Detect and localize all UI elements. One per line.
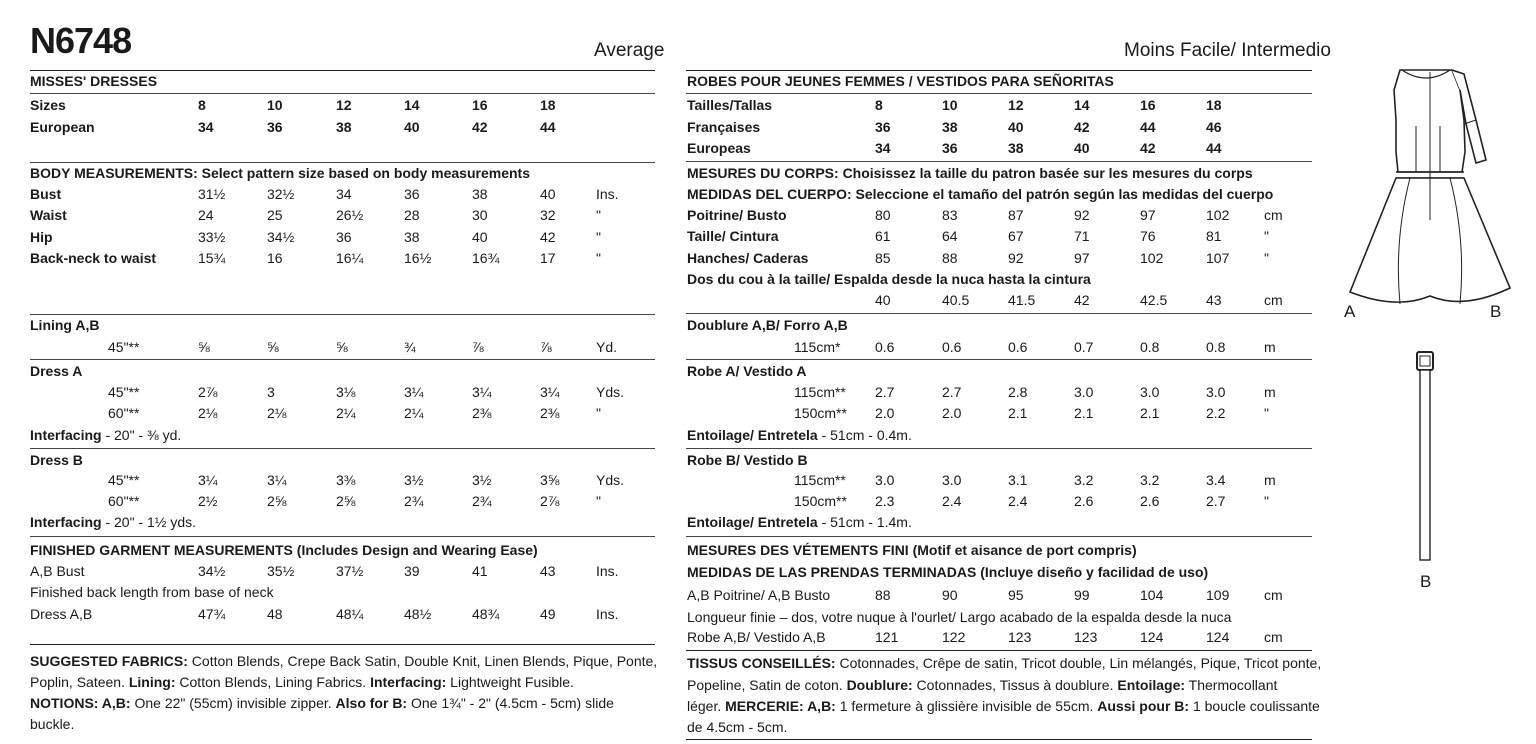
table-cell: 3¼ — [198, 472, 218, 488]
table-cell: 18 — [540, 97, 556, 113]
table-cell: 12 — [336, 97, 352, 113]
fr-lining-label: Doublure A,B/ Forro A,B — [687, 317, 848, 333]
table-cell: 2½ — [198, 493, 218, 509]
pattern-code: N6748 — [30, 20, 132, 61]
table-cell: 2.2 — [1206, 405, 1226, 421]
table-cell: 3.4 — [1206, 472, 1226, 488]
table-cell: 35½ — [267, 563, 295, 579]
table-cell: 3¼ — [472, 384, 492, 400]
table-cell: 3⅝ — [540, 472, 560, 488]
fr-aussi-label: Aussi pour B: — [1097, 698, 1190, 714]
table-cell: 48¼ — [336, 606, 364, 622]
fr-fabrics-line-2 — [687, 677, 1277, 693]
fabric-width: 45"** — [108, 384, 140, 400]
en-interfacing-fabric-text: Lightweight Fusible. — [446, 674, 574, 690]
table-cell: 28 — [404, 207, 420, 224]
table-cell: 42 — [1074, 292, 1090, 308]
unit-label: cm — [1264, 292, 1283, 308]
table-cell: 3½ — [472, 472, 492, 488]
table-cell: 3⅜ — [336, 472, 356, 488]
table-cell: 2⅞ — [540, 493, 560, 509]
fr-robe-a-label: Robe A/ Vestido A — [687, 363, 807, 379]
table-cell: 0.7 — [1074, 339, 1094, 355]
en-interfacing-value: - 20" - 1½ yds. — [101, 514, 197, 530]
fabric-width: 45"** — [108, 339, 140, 355]
table-cell: 64 — [942, 228, 958, 245]
table-cell: 2⅞ — [198, 384, 218, 400]
en-interfacing-label: Interfacing — [30, 427, 102, 443]
fabric-width: 115cm** — [794, 384, 846, 400]
en-also-text: One 1¾" - 2" (4.5cm - 5cm) slide — [407, 695, 614, 711]
en-lining-label: Lining A,B — [30, 317, 100, 333]
table-cell: 38 — [1008, 140, 1024, 156]
fr-mercerie-label: MERCERIE: A,B: — [725, 698, 836, 714]
fr-back-neck-label: Dos du cou à la taille/ Espalda desde la nuca hasta la cintura — [687, 271, 1091, 287]
table-cell: 97 — [1140, 207, 1156, 223]
table-cell: 36 — [267, 119, 283, 135]
table-cell: 2⅛ — [198, 405, 218, 421]
table-cell: 2¼ — [404, 405, 424, 421]
en-dress-a-interfacing — [30, 427, 181, 443]
table-cell: 40 — [404, 119, 420, 135]
fabric-width: 150cm** — [794, 405, 847, 421]
table-cell: 2⅜ — [472, 405, 492, 421]
fr-robe-b-interfacing — [687, 514, 912, 530]
table-cell: 3.0 — [1140, 384, 1160, 400]
unit-label: Ins. — [596, 606, 619, 622]
table-cell: 38 — [942, 119, 958, 135]
table-cell: 3 — [267, 384, 275, 400]
table-cell: 26½ — [336, 207, 364, 224]
table-cell: 14 — [1074, 97, 1090, 113]
fr-robe-a-interfacing — [687, 427, 912, 443]
table-cell: 67 — [1008, 228, 1024, 245]
table-cell: ⅝ — [267, 339, 279, 355]
fr-entoilage-fabric-text: Thermocollant — [1185, 677, 1278, 693]
fr-entoilage-label: Entoilage/ Entretela — [687, 514, 818, 530]
row-label: Waist — [30, 207, 67, 224]
table-cell: 97 — [1074, 249, 1090, 266]
en-suggested-label: SUGGESTED FABRICS: — [30, 653, 188, 669]
table-cell: 0.8 — [1206, 339, 1226, 355]
table-cell: 2.1 — [1074, 405, 1094, 421]
table-cell: 124 — [1140, 629, 1164, 645]
row-label: A,B Poitrine/ A,B Busto — [687, 587, 831, 603]
en-lining-fabric-label: Lining: — [128, 674, 176, 690]
en-notions-line — [30, 695, 614, 711]
dress-label-a: A — [1344, 302, 1356, 321]
fr-doublure-label: Doublure: — [846, 677, 913, 693]
fabric-width: 60"** — [108, 493, 140, 509]
table-cell: 109 — [1206, 587, 1230, 603]
difficulty-en: Average — [594, 40, 665, 61]
row-label: Sizes — [30, 97, 66, 113]
row-label: European — [30, 119, 95, 135]
table-cell: 16¼ — [336, 249, 364, 266]
table-cell: 48¾ — [472, 606, 500, 622]
dress-label-b: B — [1490, 302, 1502, 321]
table-cell: 36 — [942, 140, 958, 156]
table-cell: 34½ — [198, 563, 226, 579]
table-cell: 3.2 — [1140, 472, 1160, 488]
en-suggested-text: Cotton Blends, Crepe Back Satin, Double Knit, Linen Blends, Pique, Ponte, — [187, 653, 658, 669]
en-fabrics-text: Poplin, Sateen. — [30, 674, 129, 690]
table-cell: 2.7 — [942, 384, 962, 400]
table-cell: 2.4 — [942, 493, 962, 509]
unit-label: cm — [1264, 587, 1283, 603]
table-cell: 88 — [875, 587, 891, 603]
table-cell: 33½ — [198, 228, 226, 245]
fr-finished-heading: MESURES DES VÉTEMENTS FINI (Motif et aisance de port compris) — [687, 542, 1137, 558]
en-finished-back-text: Finished back length from base of neck — [30, 584, 274, 600]
unit-label: Ins. — [596, 186, 619, 202]
fr-leger-text: léger. — [687, 698, 726, 714]
unit-label: " — [596, 249, 601, 266]
table-cell: 16 — [1140, 97, 1156, 113]
en-interfacing-fabric-label: Interfacing: — [370, 674, 447, 690]
row-label: A,B Bust — [30, 563, 85, 579]
table-cell: 3¼ — [540, 384, 560, 400]
row-label: Hanches/ Caderas — [687, 249, 809, 266]
table-cell: 44 — [540, 119, 556, 135]
table-cell: 37½ — [336, 563, 364, 579]
es-body-heading: MEDIDAS DEL CUERPO: Seleccione el tamaño del patrón según las medidas del cuerpo — [687, 186, 1274, 202]
dress-illustration — [1340, 60, 1520, 320]
table-cell: 2.1 — [1008, 405, 1028, 421]
table-cell: 32½ — [267, 186, 295, 202]
table-cell: 83 — [942, 207, 958, 223]
table-cell: 123 — [1008, 629, 1032, 645]
table-cell: 34 — [875, 140, 891, 156]
table-cell: 41 — [472, 563, 488, 579]
unit-label: Yds. — [596, 384, 625, 400]
table-cell: 40 — [472, 228, 488, 245]
table-cell: 38 — [404, 228, 420, 245]
table-cell: 3.0 — [942, 472, 962, 488]
table-cell: 3½ — [404, 472, 424, 488]
unit-label: " — [1264, 249, 1269, 266]
table-cell: 2.6 — [1074, 493, 1094, 509]
fr-entoilage-fabric-label: Entoilage: — [1117, 677, 1186, 693]
unit-label: cm — [1264, 207, 1283, 223]
table-cell: 85 — [875, 249, 891, 266]
unit-label: " — [596, 207, 601, 224]
table-cell: 76 — [1140, 228, 1156, 245]
table-cell: 48 — [267, 606, 283, 622]
table-cell: 124 — [1206, 629, 1230, 645]
row-label: Back-neck to waist — [30, 249, 157, 266]
table-cell: 17 — [540, 249, 556, 266]
table-cell: 42 — [472, 119, 488, 135]
table-cell: 24 — [198, 207, 214, 224]
en-lining-fabric-text: Cotton Blends, Lining Fabrics. — [175, 674, 371, 690]
table-cell: 2.7 — [875, 384, 895, 400]
table-cell: 102 — [1206, 207, 1230, 223]
unit-label: " — [1264, 228, 1269, 245]
en-notions-text: One 22" (55cm) invisible zipper. — [130, 695, 336, 711]
table-cell: 121 — [875, 629, 899, 645]
table-cell: ⅞ — [540, 339, 552, 355]
table-cell: 2.8 — [1008, 384, 1028, 400]
table-cell: 31½ — [198, 186, 226, 202]
table-cell: 36 — [875, 119, 891, 135]
table-cell: 71 — [1074, 228, 1090, 245]
table-cell: 0.6 — [875, 339, 895, 355]
en-interfacing-label: Interfacing — [30, 514, 102, 530]
table-cell: 18 — [1206, 97, 1222, 113]
table-cell: 104 — [1140, 587, 1164, 603]
table-cell: 8 — [875, 97, 883, 113]
table-cell: 38 — [336, 119, 352, 135]
table-cell: 16¾ — [472, 249, 500, 266]
fr-mercerie-line — [687, 698, 1320, 714]
fr-aussi-text: 1 boucle coulissante — [1189, 698, 1320, 714]
en-notions-label: NOTIONS: A,B: — [30, 695, 131, 711]
table-cell: ¾ — [404, 339, 416, 355]
unit-label: m — [1264, 472, 1276, 488]
row-label: Taille/ Cintura — [687, 228, 779, 245]
en-dress-a-label: Dress A — [30, 363, 83, 379]
table-cell: 3¼ — [404, 384, 424, 400]
table-cell: 2.6 — [1140, 493, 1160, 509]
table-cell: 92 — [1074, 207, 1090, 223]
table-cell: 40 — [540, 186, 556, 202]
table-cell: 2¾ — [472, 493, 492, 509]
table-cell: 3.0 — [1206, 384, 1226, 400]
unit-label: " — [1264, 493, 1269, 509]
fr-robe-b-label: Robe B/ Vestido B — [687, 452, 808, 468]
row-label: Françaises — [687, 119, 761, 135]
en-interfacing-value: - 20" - ⅜ yd. — [101, 427, 182, 443]
unit-label: " — [596, 493, 601, 509]
table-cell: 2.1 — [1140, 405, 1160, 421]
table-cell: 2.0 — [942, 405, 962, 421]
unit-label: cm — [1264, 629, 1283, 645]
table-cell: 2.0 — [875, 405, 895, 421]
row-label: Robe A,B/ Vestido A,B — [687, 629, 826, 645]
table-cell: 0.6 — [1008, 339, 1028, 355]
table-cell: 16½ — [404, 249, 432, 266]
table-cell: ⅝ — [336, 339, 348, 355]
fabric-width: 150cm** — [794, 493, 847, 509]
table-cell: 42.5 — [1140, 292, 1168, 308]
table-cell: 90 — [942, 587, 958, 603]
table-cell: 2⅜ — [540, 405, 560, 421]
table-cell: 41.5 — [1008, 292, 1036, 308]
table-cell: 44 — [1206, 140, 1222, 156]
table-cell: 81 — [1206, 228, 1222, 245]
table-cell: 2⅝ — [267, 493, 287, 509]
table-cell: 87 — [1008, 207, 1024, 223]
table-cell: 95 — [1008, 587, 1024, 603]
en-title: MISSES' DRESSES — [30, 73, 158, 89]
unit-label: m — [1264, 339, 1276, 355]
unit-label: m — [1264, 384, 1276, 400]
table-cell: ⅞ — [472, 339, 484, 355]
table-cell: 2.3 — [875, 493, 895, 509]
table-cell: 0.8 — [1140, 339, 1160, 355]
table-cell: 61 — [875, 228, 891, 245]
table-cell: 14 — [404, 97, 420, 113]
table-cell: 0.6 — [942, 339, 962, 355]
table-cell: 44 — [1140, 119, 1156, 135]
en-dress-b-label: Dress B — [30, 452, 83, 468]
table-cell: 2¼ — [336, 405, 356, 421]
table-cell: 40 — [875, 292, 891, 308]
row-label: Bust — [30, 186, 62, 202]
unit-label: " — [596, 228, 601, 245]
table-cell: 34 — [198, 119, 214, 135]
fabric-width: 60"** — [108, 405, 140, 421]
table-cell: 38 — [472, 186, 488, 202]
table-cell: 3.0 — [875, 472, 895, 488]
table-cell: 2⅝ — [336, 493, 356, 509]
unit-label: Yd. — [596, 339, 618, 355]
table-cell: 16 — [267, 249, 283, 266]
fr-mercerie-text: 1 fermeture à glissière invisible de 55cm. — [835, 698, 1098, 714]
table-cell: 43 — [540, 563, 556, 579]
table-cell: ⅝ — [198, 339, 210, 355]
table-cell: 48½ — [404, 606, 432, 622]
table-cell: 40 — [1074, 140, 1090, 156]
en-finished-heading: FINISHED GARMENT MEASUREMENTS (Includes Design and Wearing Ease) — [30, 542, 538, 558]
table-cell: 10 — [942, 97, 958, 113]
fr-fabrics-line-1 — [687, 655, 1321, 671]
unit-label: Yds. — [596, 472, 625, 488]
table-cell: 34 — [336, 186, 352, 202]
table-cell: 42 — [1074, 119, 1090, 135]
row-label: Tailles/Tallas — [687, 97, 773, 113]
belt-label: B — [1420, 572, 1432, 591]
table-cell: 40 — [1008, 119, 1024, 135]
table-cell: 80 — [875, 207, 891, 223]
fabric-width: 115cm** — [794, 472, 846, 488]
fabric-width: 115cm* — [794, 339, 841, 355]
table-cell: 122 — [942, 629, 966, 645]
table-cell: 92 — [1008, 249, 1024, 266]
table-cell: 3¼ — [267, 472, 287, 488]
table-cell: 32 — [540, 207, 556, 224]
fr-entoilage-label: Entoilage/ Entretela — [687, 427, 818, 443]
table-cell: 49 — [540, 606, 556, 622]
unit-label: Ins. — [596, 563, 619, 579]
table-cell: 3.2 — [1074, 472, 1094, 488]
table-cell: 40.5 — [942, 292, 970, 308]
table-cell: 3.1 — [1008, 472, 1028, 488]
belt-strap — [1420, 370, 1430, 560]
table-cell: 25 — [267, 207, 283, 224]
table-cell: 102 — [1140, 249, 1164, 266]
fr-fabrics-text: Popeline, Satin de coton. — [687, 677, 847, 693]
fr-title: ROBES POUR JEUNES FEMMES / VESTIDOS PARA SEÑORITAS — [687, 73, 1114, 89]
row-label: Europeas — [687, 140, 751, 156]
unit-label: " — [596, 405, 601, 421]
fr-mercerie-line-2: de 4.5cm - 5cm. — [687, 719, 788, 735]
row-label: Dress A,B — [30, 606, 93, 622]
table-cell: 30 — [472, 207, 488, 224]
fr-body-heading: MESURES DU CORPS: Choisissez la taille du patron basée sur les mesures du corps — [687, 165, 1253, 181]
belt-illustration — [1410, 350, 1440, 565]
en-body-heading: BODY MEASUREMENTS: Select pattern size based on body measurements — [30, 165, 530, 181]
table-cell: 16 — [472, 97, 488, 113]
en-fabrics-line-2 — [30, 674, 574, 690]
table-cell: 12 — [1008, 97, 1024, 113]
fr-doublure-text: Cotonnades, Tissus à doublure. — [912, 677, 1118, 693]
table-cell: 8 — [198, 97, 206, 113]
table-cell: 3⅛ — [336, 384, 356, 400]
table-cell: 107 — [1206, 249, 1230, 266]
en-fabrics-line-1 — [30, 653, 657, 669]
en-notions-line-2: buckle. — [30, 716, 75, 732]
es-finished-heading: MEDIDAS DE LAS PRENDAS TERMINADAS (Incluye diseño y facilidad de uso) — [687, 564, 1209, 580]
fr-tissus-label: TISSUS CONSEILLÉS: — [687, 655, 836, 671]
en-dress-b-interfacing — [30, 514, 196, 530]
table-cell: 36 — [336, 228, 352, 245]
table-cell: 47¾ — [198, 606, 226, 622]
difficulty-fr-es: Moins Facile/ Intermedio — [1124, 40, 1331, 61]
fabric-width: 45"** — [108, 472, 140, 488]
table-cell: 3.0 — [1074, 384, 1094, 400]
fr-entoilage-value: - 51cm - 1.4m. — [817, 514, 912, 530]
table-cell: 39 — [404, 563, 420, 579]
table-cell: 2⅛ — [267, 405, 287, 421]
fr-tissus-text: Cotonnades, Crêpe de satin, Tricot double, Lin mélangés, Pique, Tricot ponte, — [835, 655, 1322, 671]
table-cell: 34½ — [267, 228, 295, 245]
unit-label: " — [1264, 405, 1269, 421]
table-cell: 88 — [942, 249, 958, 266]
fr-finished-back-text: Longueur finie – dos, votre nuque à l'ourlet/ Largo acabado de la espalda desde la nuca — [687, 609, 1232, 625]
table-cell: 42 — [1140, 140, 1156, 156]
table-cell: 2.4 — [1008, 493, 1028, 509]
table-cell: 36 — [404, 186, 420, 202]
table-cell: 2¾ — [404, 493, 424, 509]
table-cell: 43 — [1206, 292, 1222, 308]
row-label: Poitrine/ Busto — [687, 207, 787, 223]
table-cell: 2.7 — [1206, 493, 1226, 509]
en-also-label: Also for B: — [335, 695, 408, 711]
table-cell: 10 — [267, 97, 283, 113]
table-cell: 15¾ — [198, 249, 226, 266]
table-cell: 42 — [540, 228, 556, 245]
table-cell: 46 — [1206, 119, 1222, 135]
table-cell: 123 — [1074, 629, 1098, 645]
table-cell: 99 — [1074, 587, 1090, 603]
row-label: Hip — [30, 228, 53, 245]
fr-entoilage-value: - 51cm - 0.4m. — [817, 427, 912, 443]
